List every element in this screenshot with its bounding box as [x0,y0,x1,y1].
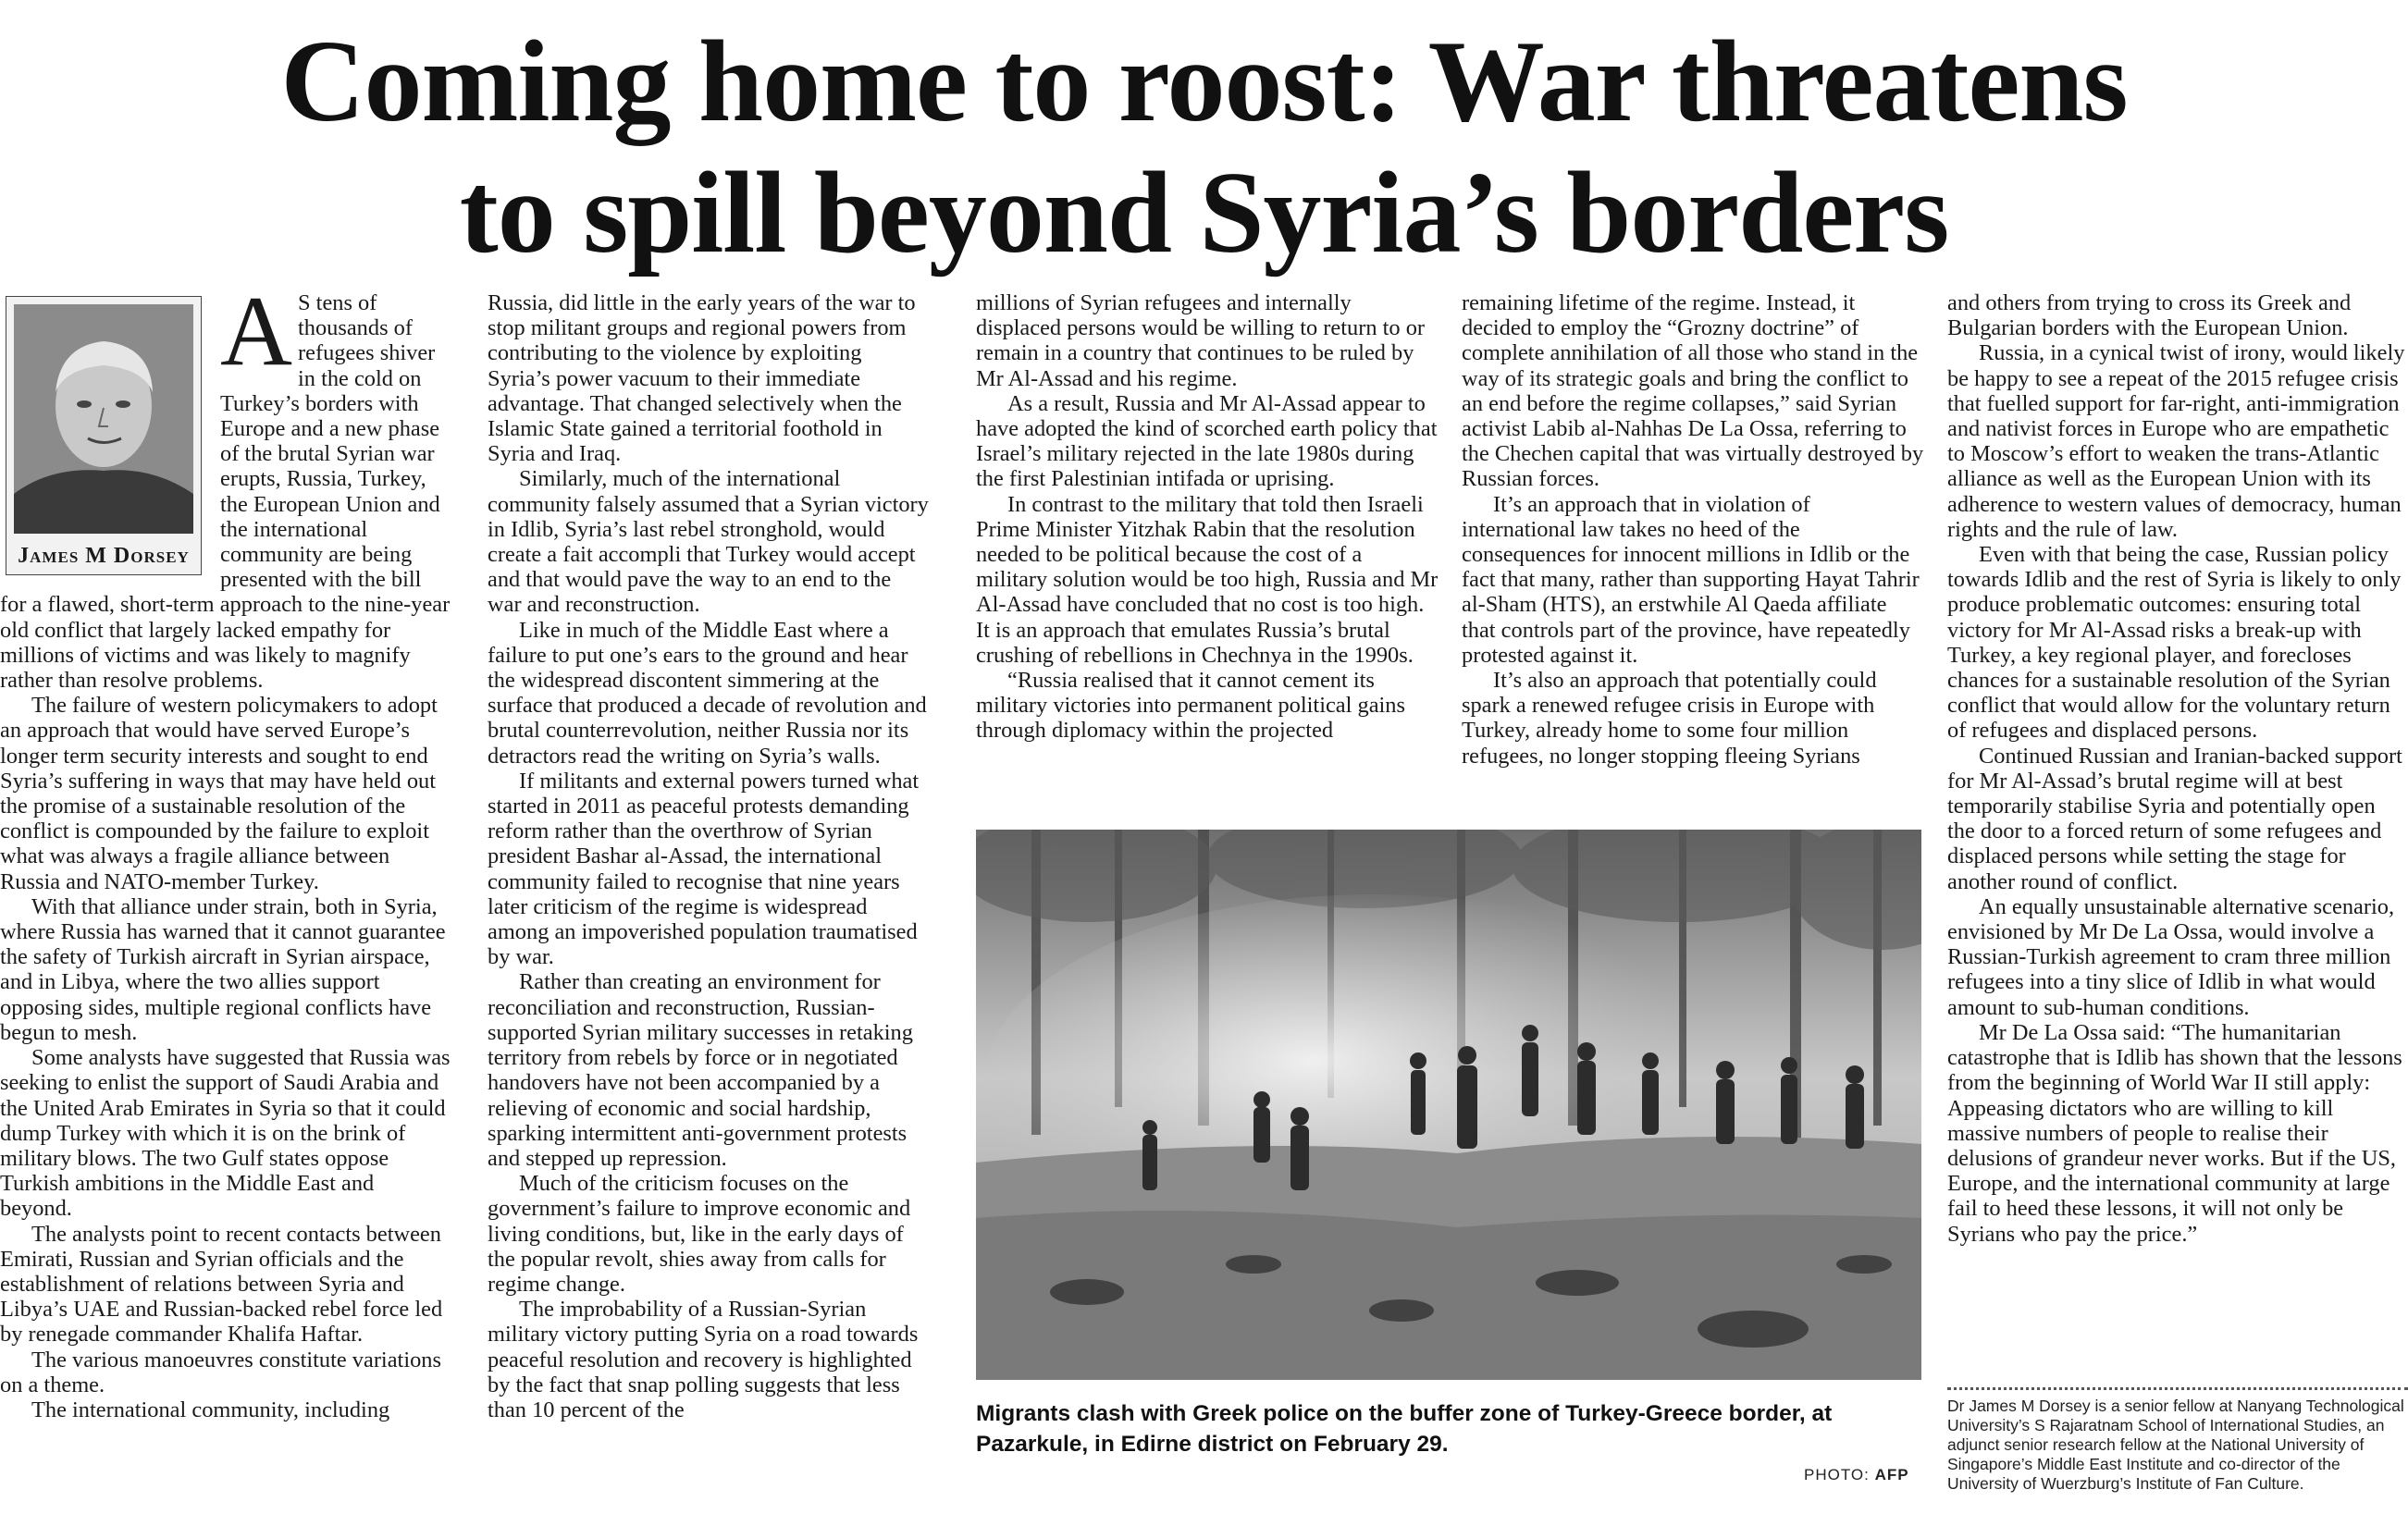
article-column-4 [1462,290,1924,808]
paragraph: and others from trying to cross its Greek and Bulgarian borders with the European Union. [1947,290,2352,341]
news-photo-icon [976,830,1921,1380]
paragraph: Even with that being the case, Russian policy towards Idlib and the rest of Syria is likely to only produce problematic outcomes: ensuring total victory for Mr Al-Assad risks a break-up with Turkey, a key regional player, and forecloses chances for a sustainable resolution of the Syrian conflict that would allow for the voluntary return of refugees and displaced persons. [1947,542,2402,744]
paragraph: As a result, Russia and Mr Al-Assad appear to have adopted the kind of scorched earth policy that Israel’s military rejected in the late 1980s during the first Palestinian intifada or uprising. [976,390,1438,492]
paragraph: The various manoeuvres constitute variations on a theme. [0,1347,441,1397]
paragraph: Much of the criticism focuses on the government’s failure to improve economic and living conditions, but, like in the early days of the popular revolt, shies away from calls for regime change. [488,1171,911,1297]
dropcap: A [220,290,292,387]
paragraph: It’s also an approach that potentially could spark a renewed refugee crisis in Europe with Turkey, already home to some four million refugees, no longer stopping fleeing Syrians [1462,668,1877,769]
article-column-1 [0,290,451,1513]
paragraph: Like in much of the Middle East where a failure to put one’s ears to the ground and hear the widespread discontent simmering at the surface that produced a decade of revolution and brutal counterrevolution, neither Russia nor its detractors read the writing on Syria’s walls. [488,617,927,769]
news-photo [976,830,1921,1380]
headline-line-2: to spill beyond Syria’s borders [459,149,1949,277]
photo-credit-label: PHOTO: [1804,1466,1870,1483]
photo-credit-source: AFP [1874,1466,1909,1483]
paragraph: The failure of western policymakers to adopt an approach that would have served Europe’s longer term security interests and sought to end Syria’s suffering in ways that may have held out the promise of a sustainable resolution of the conflict is compounded by the failure to exploit what was always a fragile alliance between Russia and NATO-member Turkey. [0,693,438,894]
paragraph: In contrast to the military that told then Israeli Prime Minister Yitzhak Rabin that the resolution needed to be political because the cost of a military solution would be too high, Russia and Mr Al-Assad have concluded that no cost is too high. It is an approach that emulates Russia’s brutal crushing of rebellions in Chechnya in the 1990s. [976,491,1439,668]
article-column-3 [976,290,1439,808]
paragraph: With that alliance under strain, both in Syria, where Russia has warned that it cannot guarantee the safety of Turkish aircraft in Syrian airspace, and in Libya, where the two allies support opposing sides, multiple regional conflicts have begun to mesh. [0,893,446,1045]
paragraph: Similarly, much of the international community falsely assumed that a Syrian victory in Idlib, Syria’s last rebel stronghold, would create a fait accompli that Turkey would accept and that would pave the way to an end to the war and reconstruction. [488,466,929,618]
author-photo [6,296,202,575]
paragraph: Russia, in a cynical twist of irony, would likely be happy to see a repeat of the 2015 refugee crisis that fuelled support for far-right, anti-immigration and nativist forces in Europe who are empathetic to Moscow’s effort to weaken the trans-Atlantic alliance as well as the European Union with its adherence to western values of democracy, human rights and the rule of law. [1947,340,2405,542]
paragraph: The international community, including [31,1397,390,1422]
paragraph: The improbability of a Russian-Syrian military victory putting Syria on a road towards peaceful resolution and recovery is highlighted by the fact that snap polling suggests that less than 10 percent of the [488,1297,919,1422]
divider [1947,1387,2408,1390]
article-column-5 [1947,290,2408,1382]
paragraph: If militants and external powers turned what started in 2011 as peaceful protests demanding reform rather than the overthrow of Syrian president Bashar al-Assad, the international community failed to recognise that nine years later criticism of the regime is widespread among an impoverished population traumatised by war. [488,768,920,970]
paragraph: It’s an approach that in violation of international law takes no heed of the consequences for innocent millions in Idlib or the fact that many, rather than supporting Hayat Tahrir al-Sham (HTS), an erstwhile Al Qaeda affiliate that controls part of the province, have repeatedly protested against it. [1462,491,1920,668]
paragraph: Some analysts have suggested that Russia was seeking to enlist the support of Saudi Arabia and the United Arab Emirates in Syria so that it could dump Turkey with which it is on the brink of military blows. The two Gulf states oppose Turkish ambitions in the Middle East and beyond. [0,1045,451,1222]
paragraph: An equally unsustainable alternative scenario, envisioned by Mr De La Ossa, would involve a Russian-Turkish agreement to cram three million refugees into a tiny slice of Idlib in what would amount to sub-human conditions. [1947,893,2395,1020]
byline: James M Dorsey [18,543,190,568]
paragraph: Mr De La Ossa said: “The humanitarian catastrophe that is Idlib has shown that the lessons from the beginning of World War II still apply: Appeasing dictators who are willing to kill massive numbers of people to realise their delusions of grandeur never works. But if the US, Europe, and the international community at large fail to heed these lessons, it will not only be Syrians who pay the price.” [1947,1019,2402,1247]
photo-credit [1804,1466,1909,1484]
author-bio: Dr James M Dorsey is a senior fellow at Nanyang Technological University’s S Rajaratnam School of International Studies, an adjunct senior research fellow at the National University of Singapore’s Middle East Institute and co-director of the University of Wuerzburg’s Institute of Fan Culture. [1947,1397,2404,1493]
paragraph: millions of Syrian refugees and internally displaced persons would be willing to return to or remain in a country that continues to be ruled by Mr Al-Assad and his regime. [976,290,1426,391]
paragraph: S tens of thousands of refugees shiver in the cold on Turkey’s borders with Europe and a new phase of the brutal Syrian war erupts, Russia, Turkey, the European Union and the international community are being presented with the bill for a flawed, short-term approach to the nine-year old conflict that largely lacked empathy for millions of victims and was likely to magnify rather than resolve problems. [0,290,451,694]
article-column-2 [488,290,930,1513]
photo-caption: Migrants clash with Greek police on the buffer zone of Turkey-Greece border, at Pazarkule, in Edirne district on February 29. [976,1401,1833,1457]
paragraph: remaining lifetime of the regime. Instead, it decided to employ the “Grozny doctrine” of complete annihilation of all those who stand in the way of its strategic goals and bring the conflict to an end before the regime collapses,” said Syrian activist Labib al-Nahhas De La Ossa, referring to the Chechen capital that was virtually destroyed by Russian forces. [1462,290,1924,492]
author-portrait-icon [14,304,193,534]
paragraph: The analysts point to recent contacts between Emirati, Russian and Syrian officials and the establishment of relations between Syria and Libya’s UAE and Russian-backed rebel force led by renegade commander Khalifa Haftar. [0,1221,443,1348]
paragraph: Russia, did little in the early years of the war to stop militant groups and regional powers from contributing to the violence by exploiting Syria’s power vacuum to their immediate advantage. That changed selectively when the Islamic State gained a territorial foothold in Syria and Iraq. [488,290,916,467]
headline-line-1: Coming home to roost: War threatens [280,18,2128,146]
headline [0,17,2408,279]
paragraph: Continued Russian and Iranian-backed support for Mr Al-Assad’s brutal regime will at best temporarily stabilise Syria and potentially open the door to a forced return of some refugees and displaced persons while setting the stage for another round of conflict. [1947,743,2402,894]
paragraph: “Russia realised that it cannot cement its military victories into permanent political gains through diplomacy within the projected [976,668,1405,744]
paragraph: Rather than creating an environment for reconciliation and reconstruction, Russian-supported Syrian military successes in retaking territory from rebels by force or in negotiated handovers have not been accompanied by a relieving of economic and social hardship, sparking intermittent anti-government protests and stepped up repression. [488,969,913,1171]
